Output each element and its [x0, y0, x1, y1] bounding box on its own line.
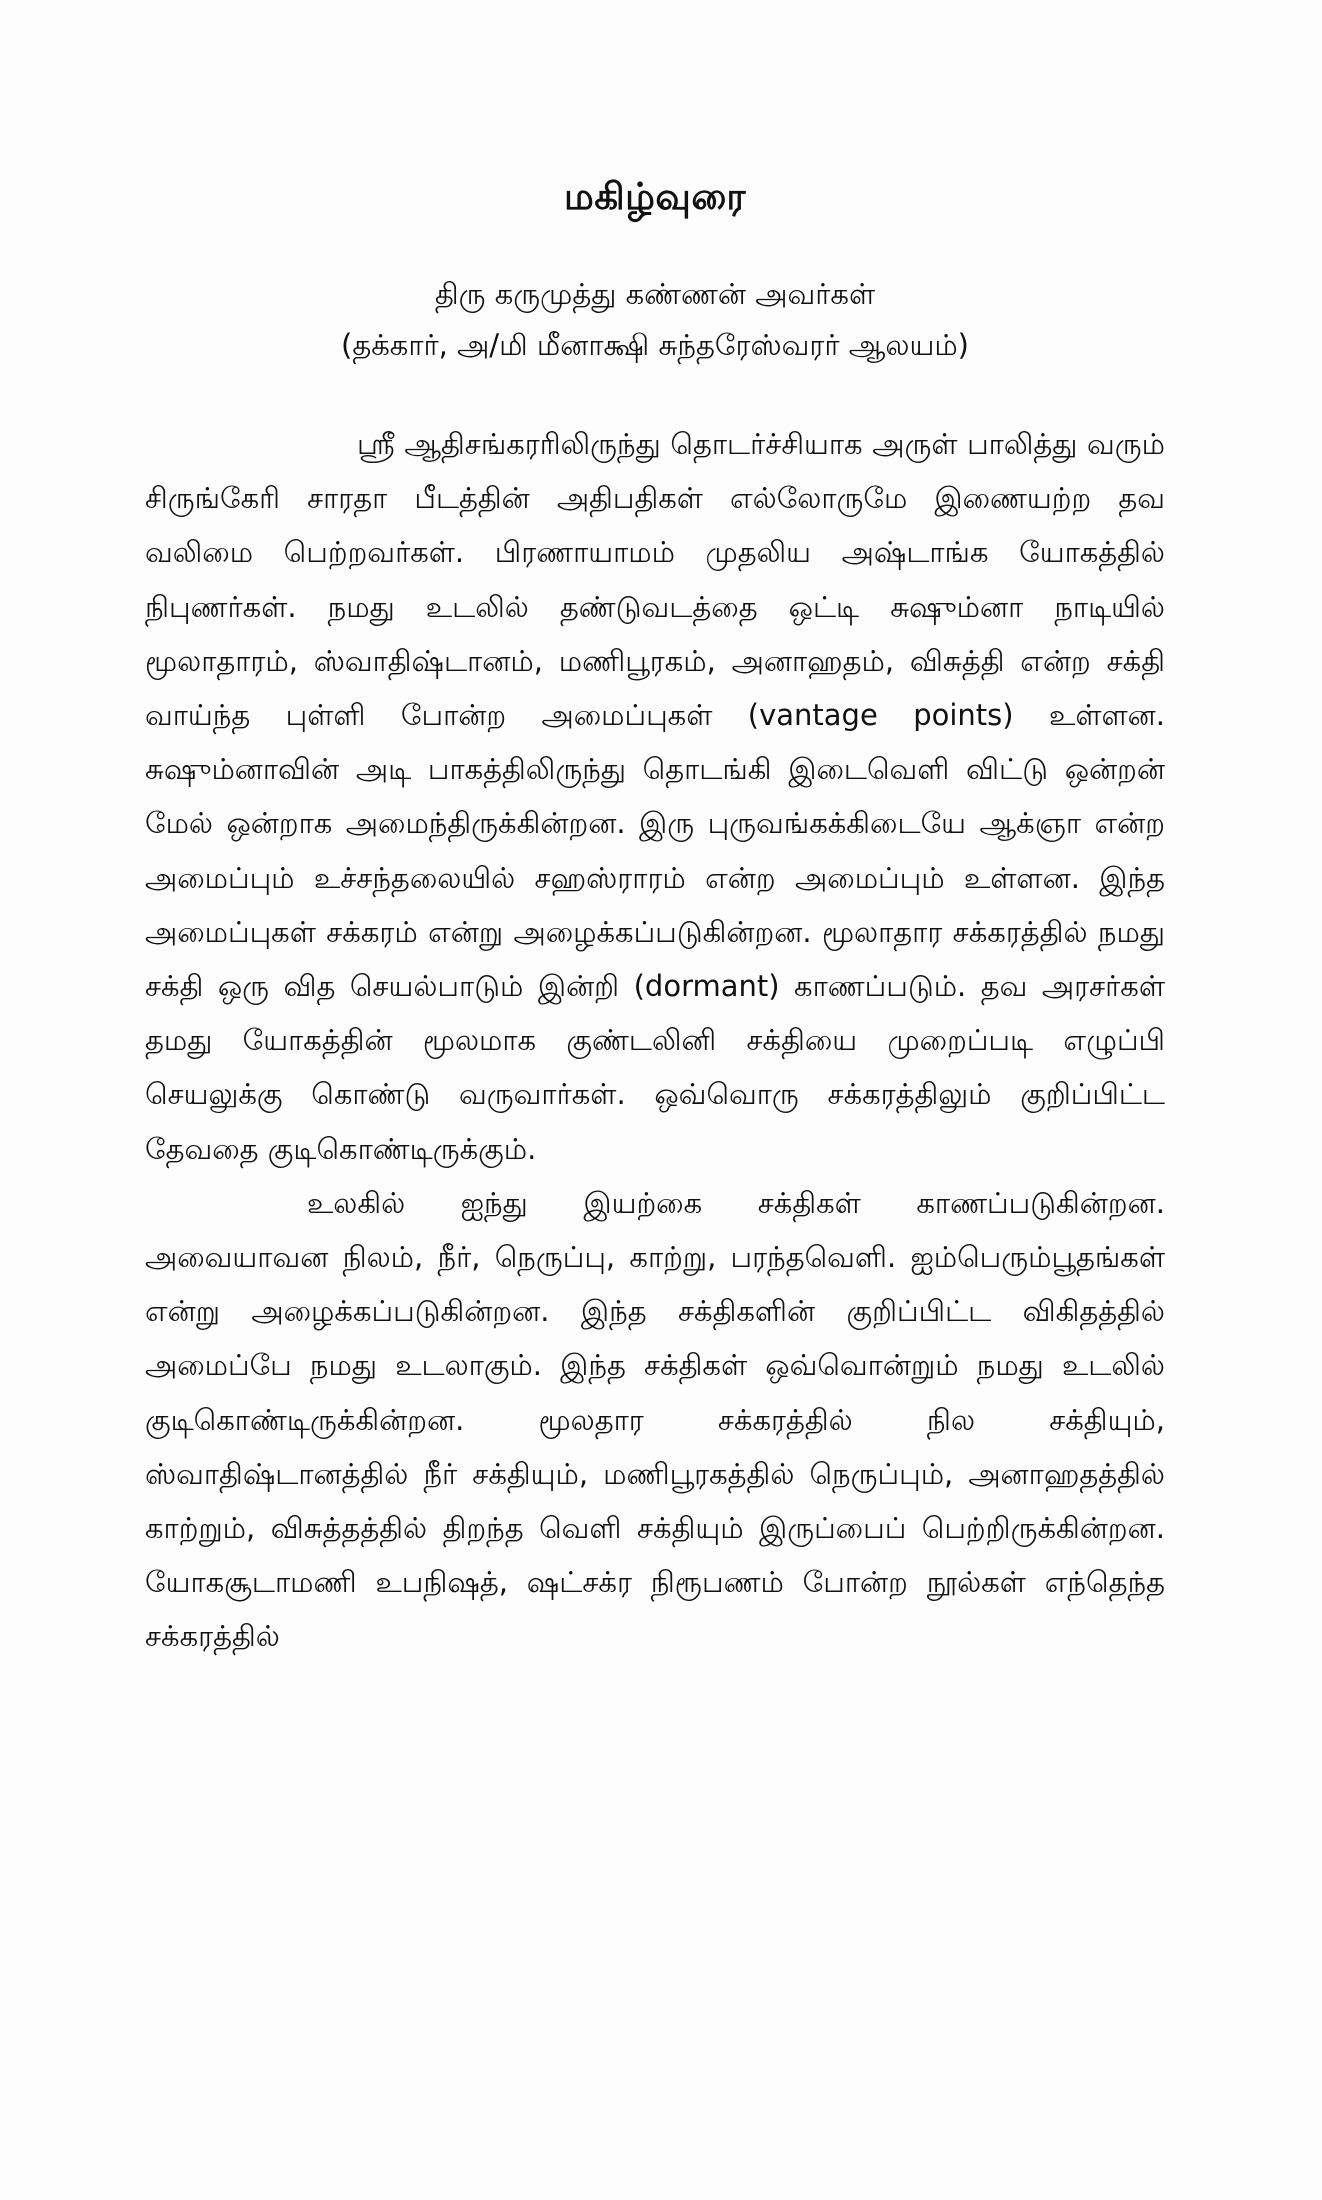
page-title: மகிழ்வுரை: [564, 175, 746, 218]
author-affiliation: (தக்கார், அ/மி மீனாக்ஷி சுந்தரேஸ்வரர் ஆலயம்): [341, 328, 969, 362]
paragraph-2: உலகில் ஐந்து இயற்கை சக்திகள் காணப்படுகின்றன. அவையாவன நிலம், நீர், நெருப்பு, காற்று, பரந்தவெளி. ஐம்பெரும்பூதங்கள் என்று அழைக்கப்படுகின்றன. இந்த சக்திகளின் குறிப்பிட்ட விகிதத்தில் அமைப்பே நமது உடலாகும். இந்த சக்திகள் ஒவ்வொன்றும் நமது உடலில் குடிகொண்டிருக்கின்றன. மூலதார சக்கரத்தில் நில சக்தியும், ஸ்வாதிஷ்டானத்தில் நீர் சக்தியும், மணிபூரகத்தில் நெருப்பும், அனாஹதத்தில் காற்றும், விசுத்தத்தில் திறந்த வெளி சக்தியும் இருப்பைப் பெற்றிருக்கின்றன. யோகசூடாமணி உபநிஷத், ஷட்சக்ர நிரூபணம் போன்ற நூல்கள் எந்தெந்த சக்கரத்தில்: [145, 1185, 1165, 1654]
body-text: [145, 417, 1165, 1664]
author-name: திரு கருமுத்து கண்ணன் அவர்கள்: [434, 277, 876, 311]
page-content: [145, 175, 1165, 1664]
paragraph-1: ஸ்ரீ ஆதிசங்கரரிலிருந்து தொடர்ச்சியாக அருள் பாலித்து வரும் சிருங்கேரி சாரதா பீடத்தின் அதிபதிகள் எல்லோருமே இணையற்ற தவ வலிமை பெற்றவர்கள். பிரணாயாமம் முதலிய அஷ்டாங்க யோகத்தில் நிபுணர்கள். நமது உடலில் தண்டுவடத்தை ஒட்டி சுஷும்னா நாடியில் மூலாதாரம், ஸ்வாதிஷ்டானம், மணிபூரகம், அனாஹதம், விசுத்தி என்ற சக்தி வாய்ந்த புள்ளி போன்ற அமைப்புகள் (vantage points) உள்ளன. சுஷும்னாவின் அடி பாகத்திலிருந்து தொடங்கி இடைவெளி விட்டு ஒன்றன் மேல் ஒன்றாக அமைந்திருக்கின்றன. இரு புருவங்கக்கிடையே ஆக்ஞா என்ற அமைப்பும் உச்சந்தலையில் சஹஸ்ராரம் என்ற அமைப்பும் உள்ளன. இந்த அமைப்புகள் சக்கரம் என்று அழைக்கப்படுகின்றன. மூலாதார சக்கரத்தில் நமது சக்தி ஒரு வித செயல்பாடும் இன்றி (dormant) காணப்படும். தவ அரசர்கள் தமது யோகத்தின் மூலமாக குண்டலினி சக்தியை முறைப்படி எழுப்பி செயலுக்கு கொண்டு வருவார்கள். ஒவ்வொரு சக்கரத்திலும் குறிப்பிட்ட தேவதை குடிகொண்டிருக்கும்.: [145, 427, 1165, 1166]
